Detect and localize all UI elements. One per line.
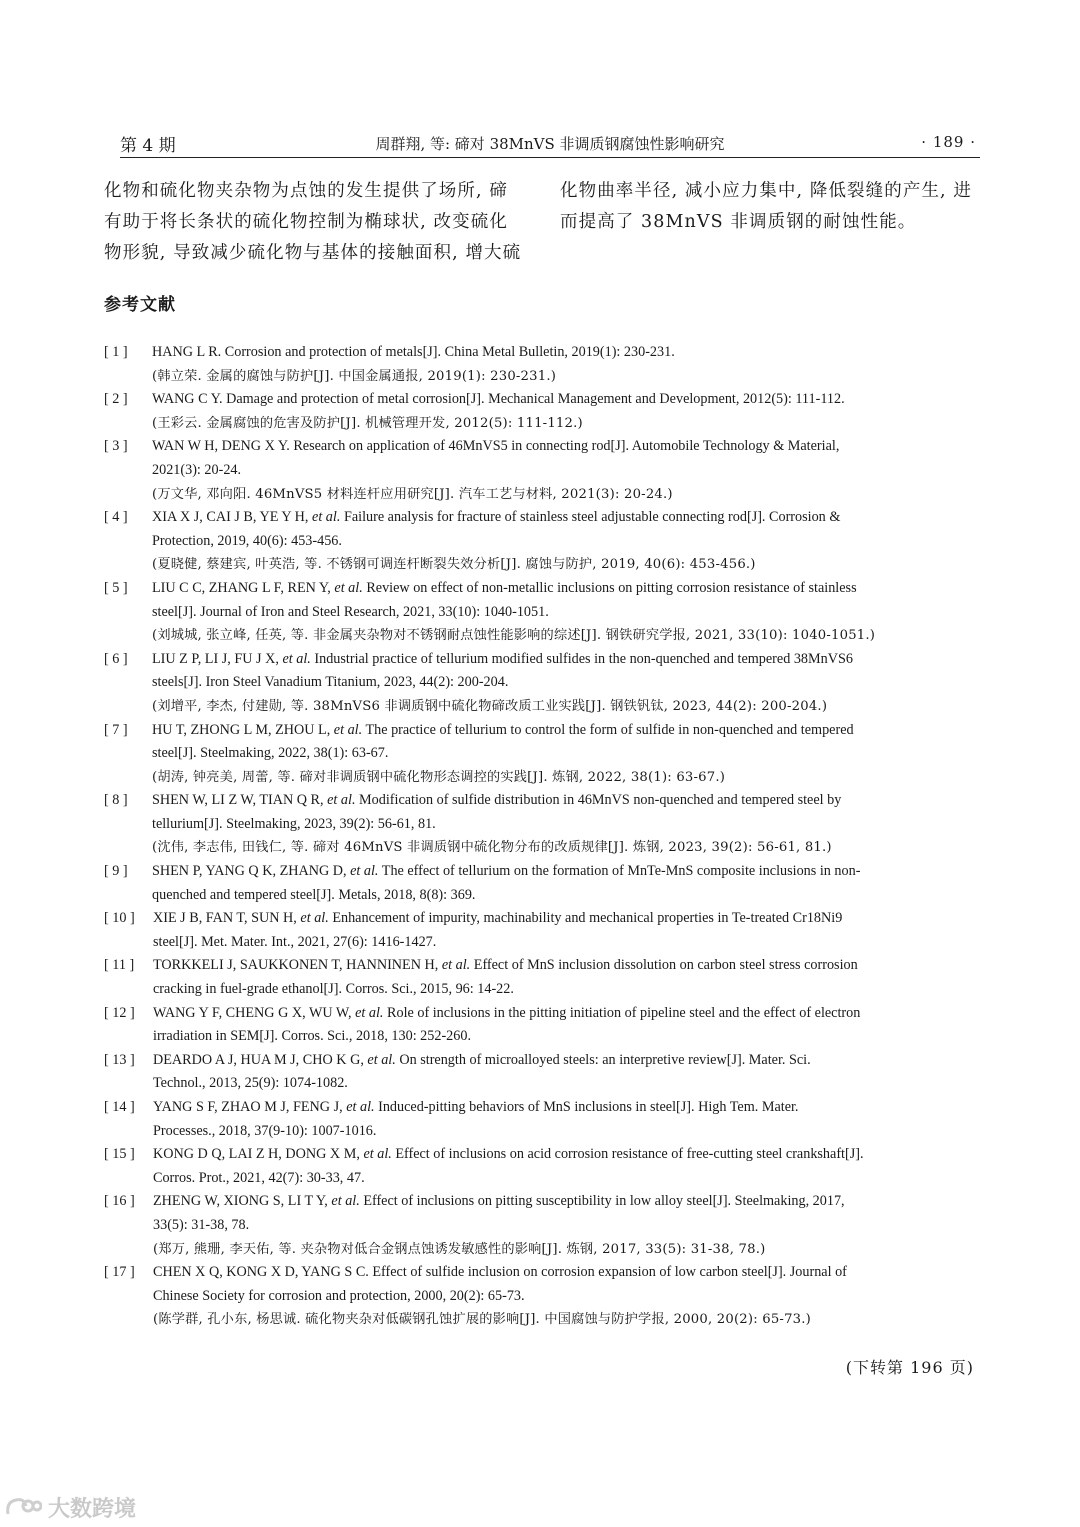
reference-text-line: 2021(3): 20-24. [152, 461, 242, 478]
reference-text-line: 33(5): 31-38, 78. [153, 1216, 250, 1233]
watermark [4, 1490, 136, 1524]
body-line: 化物和硫化物夹杂物为点蚀的发生提供了场所, 碲 [104, 181, 508, 201]
reference-list [104, 341, 984, 1332]
reference-chinese-translation: (刘城城, 张立峰, 任英, 等. 非金属夹杂物对不锈钢耐点蚀性能影响的综述[J]. 钢铁研究学报, 2021, 33(10): 1040-1051.) [152, 628, 876, 644]
reference-text-line: quenched and tempered steel[J]. Metals, 2018, 8(8): 369. [152, 886, 476, 903]
reference-text-line: Corros. Prot., 2021, 42(7): 30-33, 47. [153, 1169, 365, 1186]
reference-item [104, 954, 984, 1001]
reference-number: [ 6 ] [104, 650, 128, 667]
reference-item [104, 388, 984, 435]
reference-text-line: tellurium[J]. Steelmaking, 2023, 39(2): 56-61, 81. [152, 815, 436, 832]
reference-number: [ 4 ] [104, 509, 128, 526]
reference-text-line: SHEN P, YANG Q K, ZHANG D, et al. The effect of tellurium on the formation of MnTe-MnS composite inclusions in non- [152, 863, 861, 880]
reference-number: [ 14 ] [104, 1099, 135, 1115]
reference-number: [ 15 ] [104, 1146, 135, 1163]
reference-number: [ 12 ] [104, 1004, 135, 1021]
reference-number: [ 16 ] [104, 1193, 135, 1210]
reference-number: [ 8 ] [104, 792, 128, 809]
reference-chinese-translation: (沈伟, 李志伟, 田钱仁, 等. 碲对 46MnVS 非调质钢中硫化物分布的改质规律[J]. 炼钢, 2023, 39(2): 56-61, 81.) [152, 840, 832, 856]
reference-item [104, 435, 984, 506]
running-header [120, 131, 980, 158]
reference-item [104, 648, 984, 719]
reference-number: [ 9 ] [104, 863, 128, 880]
reference-number: [ 5 ] [104, 579, 128, 596]
watermark-text: 大数跨境 [48, 1496, 137, 1522]
body-line: 物形貌, 导致减少硫化物与基体的接触面积, 增大硫 [104, 243, 522, 263]
reference-item [104, 1190, 984, 1261]
reference-item [104, 506, 984, 577]
reference-text-line: HANG L R. Corrosion and protection of metals[J]. China Metal Bulletin, 2019(1): 230-231. [152, 344, 675, 360]
reference-number: [ 1 ] [104, 344, 128, 360]
body-text-right-column [560, 176, 985, 238]
reference-chinese-translation: (王彩云. 金属腐蚀的危害及防护[J]. 机械管理开发, 2012(5): 111-112.) [152, 415, 583, 431]
page-number: · 189 · [921, 133, 976, 151]
reference-item [104, 341, 984, 388]
reference-chinese-translation: (万文华, 邓向阳. 46MnVS5 材料连杆应用研究[J]. 汽车工艺与材料, 2021(3): 20-24.) [152, 486, 673, 502]
reference-item [104, 719, 984, 790]
reference-text-line: XIE J B, FAN T, SUN H, et al. Enhancement of impurity, machinability and mechanical properties in Te-treated Cr18Ni9 [153, 910, 843, 927]
reference-item [104, 1002, 984, 1049]
reference-chinese-translation: (刘增平, 李杰, 付建勋, 等. 38MnVS6 非调质钢中硫化物碲改质工业实践[J]. 钢铁钒钛, 2023, 44(2): 200-204.) [152, 698, 828, 714]
reference-text-line: Chinese Society for corrosion and protection, 2000, 20(2): 65-73. [153, 1287, 525, 1304]
reference-item [104, 789, 984, 860]
reference-text-line: Protection, 2019, 40(6): 453-456. [152, 532, 342, 549]
watermark-logo-icon [4, 1494, 42, 1520]
reference-item [104, 1096, 984, 1143]
reference-number: [ 13 ] [104, 1051, 135, 1068]
reference-chinese-translation: (郑万, 熊珊, 李天佑, 等. 夹杂物对低合金钢点蚀诱发敏感性的影响[J]. 炼钢, 2017, 33(5): 31-38, 78.) [153, 1241, 766, 1257]
reference-text-line: KONG D Q, LAI Z H, DONG X M, et al. Effect of inclusions on acid corrosion resistance of free-cutting steel crankshaft[J]. [153, 1146, 864, 1163]
reference-text-line: steel[J]. Steelmaking, 2022, 38(1): 63-67. [152, 745, 389, 762]
reference-chinese-translation: (韩立荣. 金属的腐蚀与防护[J]. 中国金属通报, 2019(1): 230-231.) [152, 368, 557, 384]
reference-text-line: cracking in fuel-grade ethanol[J]. Corros. Sci., 2015, 96: 14-22. [153, 981, 514, 998]
reference-text-line: YANG S F, ZHAO M J, FENG J, et al. Induced-pitting behaviors of MnS inclusions in steel[J]. High Tem. Mater. [153, 1099, 799, 1115]
reference-text-line: WANG C Y. Damage and protection of metal corrosion[J]. Mechanical Management and Development, 2012(5): 111-112. [152, 391, 845, 408]
reference-number: [ 7 ] [104, 721, 128, 738]
reference-item [104, 577, 984, 648]
reference-text-line: steel[J]. Met. Mater. Int., 2021, 27(6): 1416-1427. [153, 933, 437, 950]
body-line: 有助于将长条状的硫化物控制为椭球状, 改变硫化 [104, 212, 508, 232]
references-heading: 参考文献 [104, 295, 176, 315]
body-text-left-column [104, 176, 534, 269]
reference-number: [ 10 ] [104, 910, 135, 927]
reference-text-line: SHEN W, LI Z W, TIAN Q R, et al. Modification of sulfide distribution in 46MnVS non-quenched and tempered steel by [152, 792, 842, 809]
reference-text-line: HU T, ZHONG L M, ZHOU L, et al. The practice of tellurium to control the form of sulfide in non-quenched and tempered [152, 721, 854, 738]
reference-text-line: Processes., 2018, 37(9-10): 1007-1016. [153, 1122, 377, 1139]
continued-note: (下转第 196 页) [845, 1358, 974, 1377]
reference-text-line: XIA X J, CAI J B, YE Y H, et al. Failure analysis for fracture of stainless steel adjustable connecting rod[J]. Corrosion & [152, 509, 841, 526]
reference-item [104, 1049, 984, 1096]
reference-text-line: steel[J]. Journal of Iron and Steel Research, 2021, 33(10): 1040-1051. [152, 603, 549, 620]
body-line: 而提高了 38MnVS 非调质钢的耐蚀性能。 [560, 212, 917, 232]
reference-item [104, 1143, 984, 1190]
reference-text-line: WAN W H, DENG X Y. Research on application of 46MnVS5 in connecting rod[J]. Automobile Technology & Material, [152, 438, 840, 455]
issue-number: 第 4 期 [120, 136, 176, 156]
running-title: 周群翔, 等: 碲对 38MnVS 非调质钢腐蚀性影响研究 [375, 135, 725, 153]
reference-text-line: irradiation in SEM[J]. Corros. Sci., 2018, 130: 252-260. [153, 1028, 472, 1045]
reference-text-line: DEARDO A J, HUA M J, CHO K G, et al. On strength of microalloyed steels: an interpretive review[J]. Mater. Sci. [153, 1051, 811, 1068]
reference-chinese-translation: (陈学群, 孔小东, 杨思诚. 硫化物夹杂对低碳钢孔蚀扩展的影响[J]. 中国腐蚀与防护学报, 2000, 20(2): 65-73.) [153, 1312, 812, 1328]
reference-chinese-translation: (胡涛, 钟亮美, 周蕾, 等. 碲对非调质钢中硫化物形态调控的实践[J]. 炼钢, 2022, 38(1): 63-67.) [152, 769, 726, 785]
reference-number: [ 2 ] [104, 391, 128, 408]
body-line: 化物曲率半径, 减小应力集中, 降低裂缝的产生, 进 [560, 181, 972, 201]
reference-text-line: steels[J]. Iron Steel Vanadium Titanium, 2023, 44(2): 200-204. [152, 674, 509, 691]
reference-text-line: CHEN X Q, KONG X D, YANG S C. Effect of sulfide inclusion on corrosion expansion of low carbon steel[J]. Journal of [153, 1264, 847, 1281]
reference-text-line: WANG Y F, CHENG G X, WU W, et al. Role of inclusions in the pitting initiation of pipeline steel and the effect of electron [153, 1004, 861, 1021]
reference-number: [ 11 ] [104, 957, 135, 974]
reference-item [104, 1261, 984, 1332]
reference-number: [ 3 ] [104, 438, 128, 455]
reference-text-line: LIU Z P, LI J, FU J X, et al. Industrial practice of tellurium modified sulfides in the non-quenched and tempered 38MnVS6 [152, 650, 853, 667]
reference-number: [ 17 ] [104, 1264, 135, 1281]
reference-text-line: TORKKELI J, SAUKKONEN T, HANNINEN H, et al. Effect of MnS inclusion dissolution on carbon steel stress corrosion [153, 957, 858, 974]
reference-text-line: ZHENG W, XIONG S, LI T Y, et al. Effect of inclusions on pitting susceptibility in low alloy steel[J]. Steelmaking, 2017, [153, 1193, 845, 1210]
reference-chinese-translation: (夏晓健, 蔡建宾, 叶英浩, 等. 不锈钢可调连杆断裂失效分析[J]. 腐蚀与防护, 2019, 40(6): 453-456.) [152, 557, 756, 573]
reference-item [104, 860, 984, 907]
reference-item [104, 907, 984, 954]
reference-text-line: Technol., 2013, 25(9): 1074-1082. [153, 1075, 348, 1092]
reference-text-line: LIU C C, ZHANG L F, REN Y, et al. Review on effect of non-metallic inclusions on pitting corrosion resistance of stainless [152, 579, 857, 596]
